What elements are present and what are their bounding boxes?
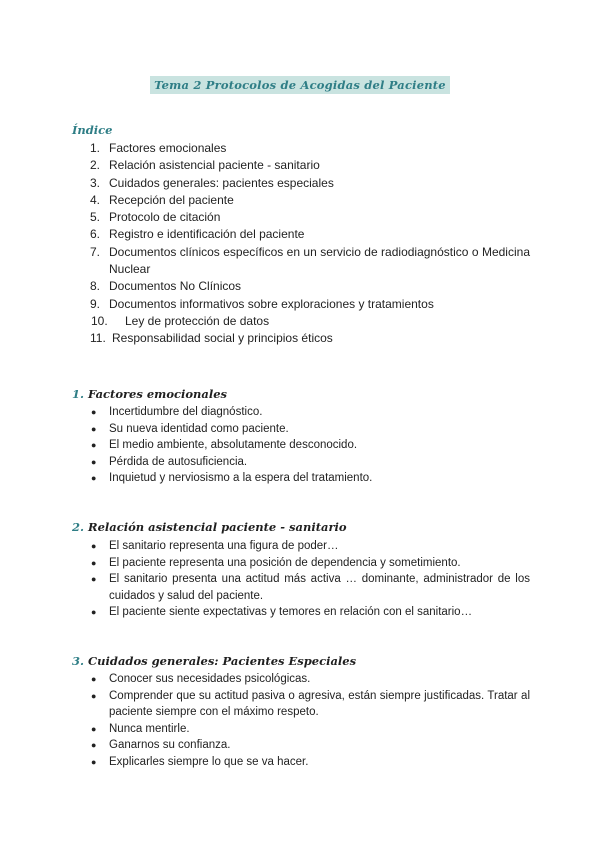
index-item: 3. Cuidados generales: pacientes especiales — [90, 175, 334, 190]
section-1-heading — [72, 387, 227, 401]
list-item: ● El medio ambiente, absolutamente desconocido. — [90, 437, 530, 454]
list-item: ● Su nueva identidad como paciente. — [90, 421, 530, 438]
bullet-icon: ● — [91, 674, 97, 684]
index-item: 11. Responsabilidad social y principios éticos — [90, 331, 333, 346]
bullet-icon: ● — [91, 723, 97, 734]
list-item: ● Ganarnos su confianza. — [90, 737, 530, 754]
index-item: 10. Ley de protección de datos — [91, 313, 270, 328]
index-list — [90, 140, 530, 348]
index-heading: Índice — [72, 123, 113, 137]
index-item: 6. Registro e identificación del paciente — [90, 227, 305, 242]
section-2-list — [90, 538, 530, 621]
list-item: ● El paciente representa una posición de dependencia y sometimiento. — [90, 555, 530, 572]
section-number: 1. — [72, 387, 85, 401]
index-item: 1. Factores emocionales — [90, 141, 227, 155]
bullet-icon: ● — [91, 607, 97, 618]
index-item: 2. Relación asistencial paciente - sanitario — [90, 158, 320, 173]
list-item: ● El sanitario representa una figura de poder… — [90, 538, 530, 555]
bullet-icon: ● — [91, 440, 97, 451]
bullet-icon: ● — [91, 740, 97, 751]
list-item: ● Conocer sus necesidades psicológicas. — [90, 671, 530, 688]
title-wrap — [0, 76, 600, 94]
list-item: ● Comprender que su actitud pasiva o agresiva, están siempre justificadas. Tratar al paciente siempre con el máximo respeto. — [91, 689, 530, 719]
list-item: ● El sanitario presenta una actitud más activa … dominante, administrador de los cuidados y salud del paciente. — [91, 573, 530, 602]
section-2-heading — [72, 520, 347, 534]
bullet-icon: ● — [91, 456, 97, 467]
index-item: 8. Documentos No Clínicos — [90, 279, 242, 294]
bullet-icon: ● — [91, 690, 97, 701]
section-1-list — [90, 404, 530, 487]
index-item: 5. Protocolo de citación — [90, 210, 221, 225]
bullet-icon: ● — [91, 557, 97, 568]
index-item: 4. Recepción del paciente — [90, 192, 234, 207]
document-title: Tema 2 Protocolos de Acogidas del Paciente — [150, 76, 450, 94]
section-3-list — [90, 671, 530, 771]
section-3-heading — [72, 654, 356, 668]
bullet-icon: ● — [91, 423, 97, 434]
bullet-icon: ● — [91, 473, 97, 484]
bullet-icon: ● — [91, 574, 97, 585]
list-item: ● Explicarles siempre lo que se va hacer. — [90, 754, 530, 771]
list-item: ● El paciente siente expectativas y temores en relación con el sanitario… — [90, 604, 530, 621]
list-item: ● Incertidumbre del diagnóstico. — [90, 404, 530, 421]
list-item: ● Inquietud y nerviosismo a la espera del tratamiento. — [90, 470, 530, 487]
list-item: ● Pérdida de autosuficiencia. — [90, 454, 530, 471]
index-item: 7. Documentos clínicos específicos en un servicio de radiodiagnóstico o Medicina Nuclear — [90, 244, 530, 277]
section-number: 3. — [72, 654, 85, 668]
section-title: Relación asistencial paciente - sanitario — [88, 520, 347, 534]
section-number: 2. — [72, 520, 85, 534]
list-item: ● Nunca mentirle. — [90, 721, 530, 738]
section-title: Factores emocionales — [88, 387, 228, 401]
bullet-icon: ● — [91, 541, 97, 551]
index-item: 9. Documentos informativos sobre exploraciones y tratamientos — [90, 296, 434, 311]
bullet-icon: ● — [91, 407, 97, 417]
section-title: Cuidados generales: Pacientes Especiales — [88, 654, 357, 668]
bullet-icon: ● — [91, 756, 97, 767]
